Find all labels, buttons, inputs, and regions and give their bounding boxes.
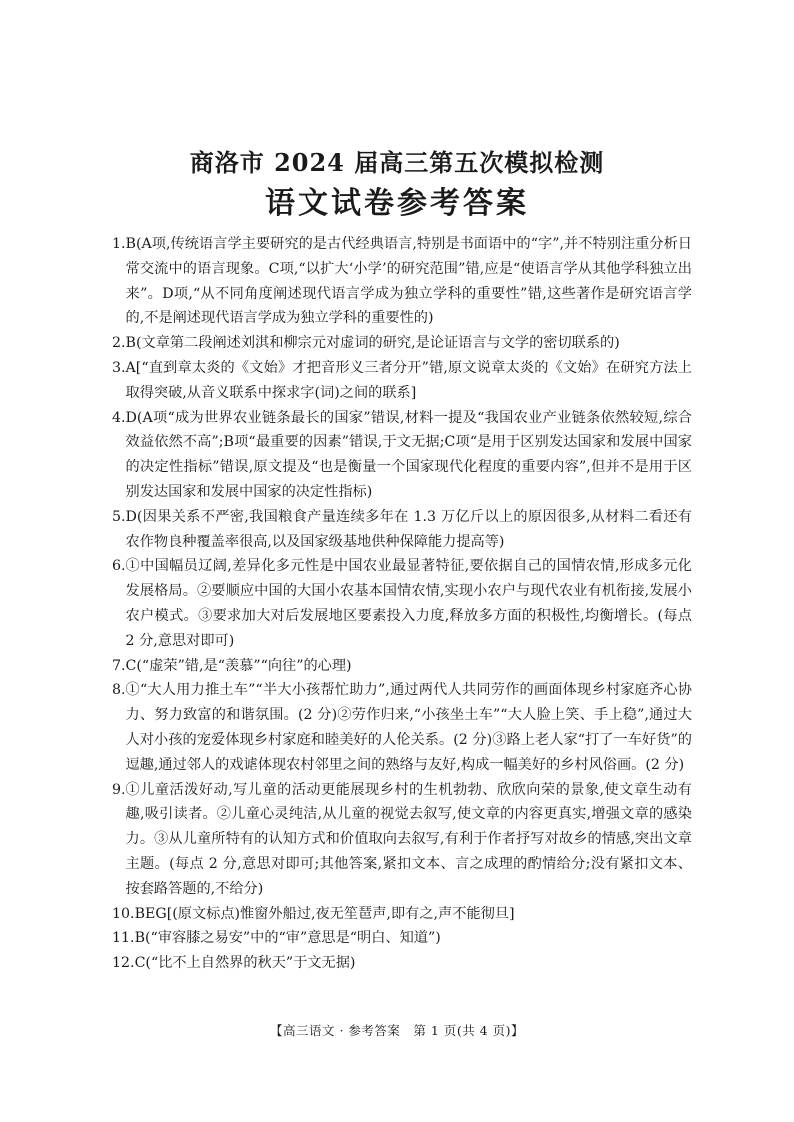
question-number: 10. — [112, 905, 135, 922]
question-number: 3. — [112, 359, 126, 376]
answer-item — [112, 926, 692, 951]
answer-text: ①“大人用力推土车”“半大小孩帮忙助力”,通过两代人共同劳作的画面体现乡村家庭齐心协力、努力致富的和谐氛围。(2 分)②劳作归来,“小孩坐土车”“大人脸上笑、手上稳”,通过大人对小孩的宠爱体现乡村家庭和睦美好的人伦关系。(2 分)③路上老人家“打了一车好货”的逗趣,通过邻人的戏谑体现农村邻里之间的熟络与友好,构成一幅美好的乡村风俗画。(2 分) — [125, 682, 692, 773]
answer-text: ①儿童活泼好动,写儿童的活动更能展现乡村的生机勃勃、欣欣向荣的景象,使文章生动有趣,吸引读者。②儿童心灵纯洁,从儿童的视觉去叙写,使文章的内容更真实,增强文章的感染力。③从儿童所特有的认知方式和价值取向去叙写,有利于作者抒写对故乡的情感,突出文章主题。(每点 2 分,意思对即可;其他答案,紧扣文本、言之成理的酌情给分;没有紧扣文本、按套路答题的,不给分) — [125, 781, 692, 897]
answer-list — [112, 232, 692, 976]
question-number: 9. — [112, 781, 126, 798]
document-title: 语文试卷参考答案 — [265, 186, 529, 221]
answer-text: B(A项,传统语言学主要研究的是古代经典语言,特别是书面语中的“字”,并不特别注重分析日常交流中的语言现象。C项,“以扩大‘小学’的研究范围”错,应是“使语言学从其他学科独立出来”。D项,“从不同角度阐述现代语言学成为独立学科的重要性”错,这些著作是研究语言学的,不是阐述现代语言学成为独立学科的重要性的) — [125, 236, 692, 327]
answer-text: C(“比不上自然界的秋天”于文无据) — [134, 955, 356, 972]
answer-text: A[“直到章太炎的《文始》才把音形义三者分开”错,原文说章太炎的《文始》在研究方法上取得突破,从音义联系中探求字(词)之间的联系] — [125, 359, 692, 401]
question-number: 8. — [112, 682, 126, 699]
answer-text: ①中国幅员辽阔,差异化多元性是中国农业最显著特征,要依据自己的国情农情,形成多元化发展格局。②要顺应中国的大国小农基本国情农情,实现小农户与现代农业有机衔接,发展小农户模式。③要求加大对后发展地区要素投入力度,释放多方面的积极性,均衡增长。(每点 2 分,意思对即可) — [125, 558, 692, 649]
question-number: 7. — [112, 657, 126, 674]
answer-item — [112, 778, 692, 902]
question-number: 6. — [112, 558, 126, 575]
answer-item — [112, 406, 692, 505]
question-number: 1. — [112, 236, 126, 252]
page-footer: 【高三语文 · 参考答案 第 1 页(共 4 页)】 — [270, 1023, 524, 1038]
answer-item — [112, 654, 692, 679]
answer-text: B(“审容膝之易安”中的“审”意思是“明白、知道”) — [134, 930, 441, 947]
answer-item — [112, 331, 692, 356]
question-number: 4. — [112, 409, 126, 426]
question-number: 12. — [112, 955, 135, 972]
answer-item — [112, 951, 692, 976]
question-number: 2. — [112, 335, 126, 352]
answer-item — [112, 356, 692, 406]
answer-text: BEG[(原文标点)惟窗外船过,夜无笙琶声,即有之,声不能彻旦] — [134, 905, 515, 922]
question-number: 11. — [112, 930, 135, 947]
answer-item — [112, 554, 692, 653]
answer-item — [112, 902, 692, 927]
exam-title: 商洛市 2024 届高三第五次模拟检测 — [189, 148, 605, 177]
answer-item — [112, 678, 692, 777]
answer-text: D(A项“成为世界农业链条最长的国家”错误,材料一提及“我国农业产业链条依然较短,综合效益依然不高”;B项“最重要的因素”错误,于文无据;C项“是用于区别发达国家和发展中国家的决定性指标”错误,原文提及“也是衡量一个国家现代化程度的重要内容”,但并不是用于区别发达国家和发展中国家的决定性指标) — [125, 409, 692, 500]
question-number: 5. — [112, 508, 126, 525]
answer-item — [112, 505, 692, 555]
answer-text: B(文章第二段阐述刘淇和柳宗元对虚词的研究,是论证语言与文学的密切联系的) — [125, 335, 620, 352]
answer-text: C(“虚荣”错,是“羡慕”“向往”的心理) — [125, 657, 352, 674]
answer-text: D(因果关系不严密,我国粮食产量连续多年在 1.3 万亿斤以上的原因很多,从材料二看还有农作物良种覆盖率很高,以及国家级基地供种保障能力提高等) — [125, 508, 692, 550]
answer-item — [112, 232, 692, 331]
